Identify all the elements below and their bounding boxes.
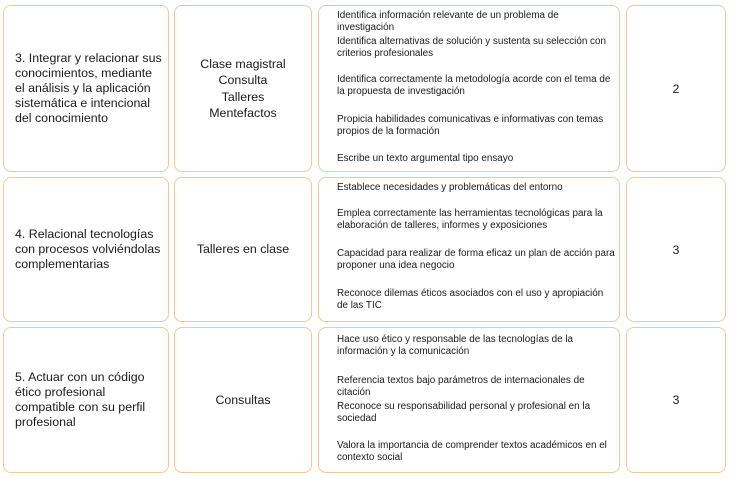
competence-text: 3. Integrar y relacionar sus conocimientos, mediante el análisis y la aplicación sistemática e intencional del conocimiento [15,51,162,125]
methods-list [200,56,285,122]
method-item: Talleres en clase [196,242,290,257]
score-value: 2 [672,81,680,96]
method-item: Mentefactos [209,106,277,120]
indicator-item: Capacidad para realizar de forma eficaz un plan de acción para proponer una idea negocio [337,248,615,272]
indicator-item: Hace uso ético y responsable de las tecnologías de la información y la comunicación [337,334,574,358]
method-item: Talleres [221,89,265,104]
score-cell [626,5,726,172]
indicators-cell [318,5,620,172]
methods-list [215,392,270,409]
indicator-item: Propicia habilidades comunicativas e informativas con temas propios de la formación [337,114,604,138]
competence-cell [3,327,169,473]
methods-cell [174,5,312,172]
methods-cell [174,327,312,473]
score-cell [626,177,726,322]
indicator-item: Identifica correctamente la metodología acorde con el tema de la propuesta de investigación [337,74,611,98]
competence-text: 5. Actuar con un código ético profesional compatible con su perfil profesional [15,370,146,429]
indicator-item: Establece necesidades y problemáticas del entorno [337,182,563,193]
method-item: Clase magistral [200,56,286,71]
indicator-item: Identifica información relevante de un problema de investigación [337,10,559,34]
method-item: Consulta [218,73,268,87]
indicator-item: Emplea correctamente las herramientas tecnológicas para la elaboración de talleres, informes y exposiciones [337,208,603,232]
competence-cell [3,177,169,322]
indicators-cell [318,327,620,473]
score-cell [626,327,726,473]
indicators-cell [318,177,620,322]
indicator-item: Reconoce su responsabilidad personal y profesional en la sociedad [337,401,591,425]
score-value: 3 [672,242,680,257]
methods-cell [174,177,312,322]
competence-cell [3,5,169,172]
indicator-item: Reconoce dilemas éticos asociados con el uso y apropiación de las TIC [337,288,604,312]
competence-text: 4. Relacional tecnologías con procesos volviéndolas complementarias [15,227,161,271]
methods-list [197,241,289,258]
indicator-item: Valora la importancia de comprender textos académicos en el contexto social [337,440,607,464]
indicator-item: Identifica alternativas de solución y sustenta su selección con criterios profesionales [337,36,606,60]
indicator-item: Referencia textos bajo parámetros de internacionales de citación [337,375,585,399]
indicator-item: Escribe un texto argumental tipo ensayo [337,153,514,164]
score-value: 3 [672,393,680,407]
method-item: Consultas [215,392,271,407]
